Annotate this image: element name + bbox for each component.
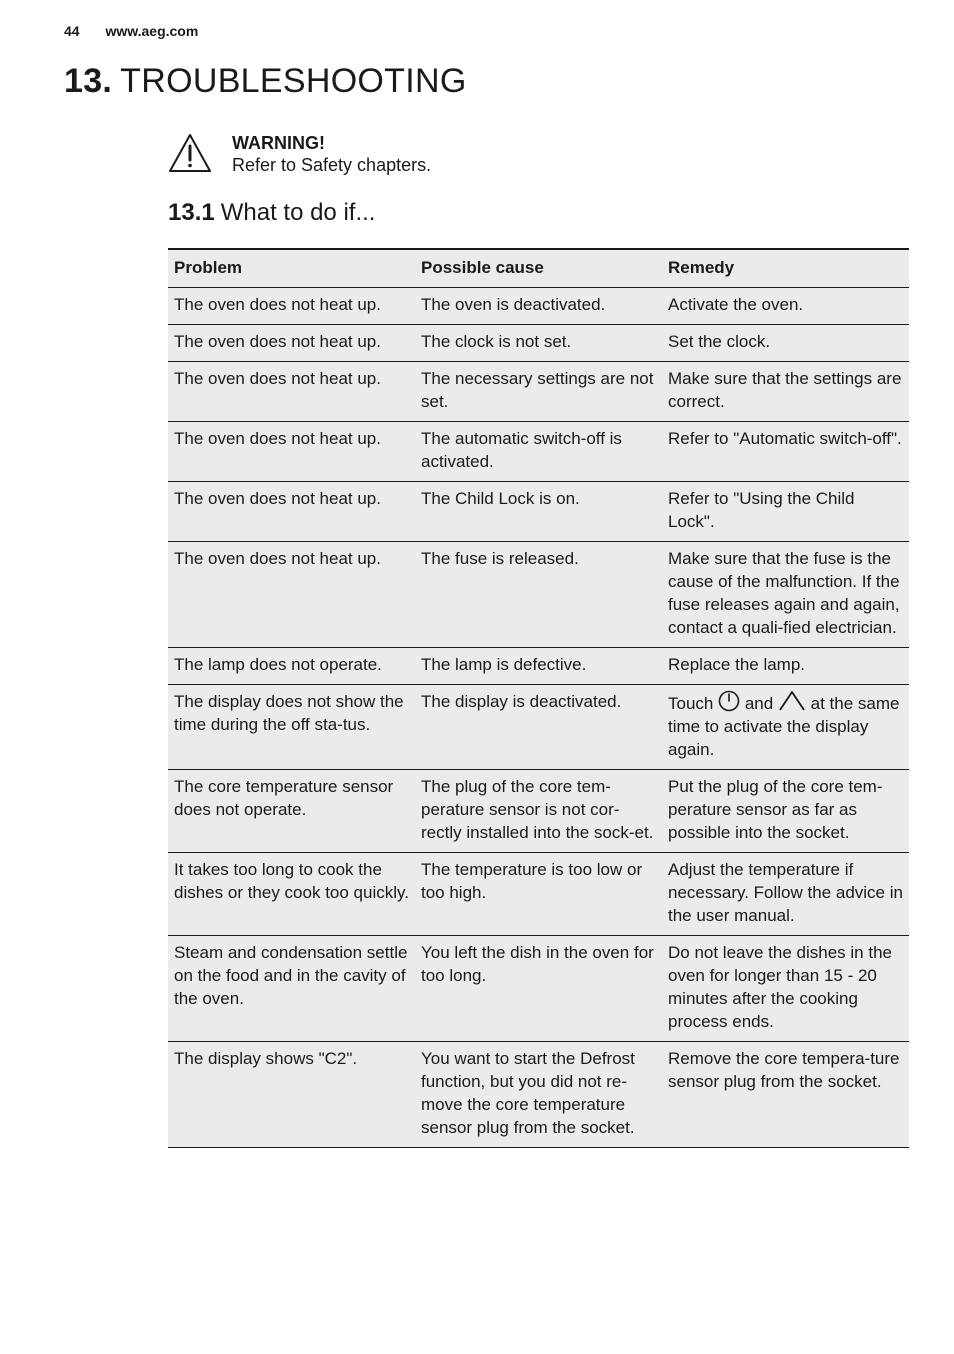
troubleshooting-table — [168, 248, 909, 1148]
cause-cell: The plug of the core tem-perature sensor is not cor-rectly installed into the sock-et. — [415, 770, 662, 853]
remedy-cell: Refer to "Using the Child Lock". — [662, 482, 909, 542]
table-row — [168, 685, 909, 770]
warning-title: WARNING! — [232, 133, 325, 153]
problem-cell: The oven does not heat up. — [168, 422, 415, 482]
cause-cell: The fuse is released. — [415, 542, 662, 648]
table-row — [168, 362, 909, 422]
problem-cell: The lamp does not operate. — [168, 648, 415, 685]
cause-cell: The temperature is too low or too high. — [415, 853, 662, 936]
page-number: 44 — [64, 23, 80, 39]
page-header — [64, 23, 198, 39]
remedy-cell: Adjust the temperature if necessary. Follow the advice in the user manual. — [662, 853, 909, 936]
section-number: 13.1 — [168, 199, 215, 226]
problem-cell: The display shows "C2". — [168, 1042, 415, 1148]
table-row — [168, 936, 909, 1042]
section-title — [168, 199, 375, 227]
problem-cell: It takes too long to cook the dishes or they cook too quickly. — [168, 853, 415, 936]
remedy-text-post: at the same time to activate the display again. — [668, 694, 900, 759]
up-chevron-icon — [778, 690, 806, 712]
problem-cell: The oven does not heat up. — [168, 482, 415, 542]
table-row — [168, 422, 909, 482]
remedy-cell: Make sure that the settings are correct. — [662, 362, 909, 422]
table-row — [168, 770, 909, 853]
table-row — [168, 853, 909, 936]
chapter-title — [64, 62, 467, 101]
cause-cell: The necessary settings are not set. — [415, 362, 662, 422]
table-row — [168, 482, 909, 542]
problem-cell: The core temperature sensor does not operate. — [168, 770, 415, 853]
problem-cell: The oven does not heat up. — [168, 542, 415, 648]
cause-cell: The display is deactivated. — [415, 685, 662, 770]
remedy-cell: Do not leave the dishes in the oven for longer than 15 - 20 minutes after the cooking process ends. — [662, 936, 909, 1042]
problem-cell: The oven does not heat up. — [168, 362, 415, 422]
table-row — [168, 542, 909, 648]
cause-cell: You want to start the Defrost function, but you did not re-move the core temperature sensor plug from the socket. — [415, 1042, 662, 1148]
problem-cell: The oven does not heat up. — [168, 288, 415, 325]
remedy-cell: Replace the lamp. — [662, 648, 909, 685]
cause-cell: The oven is deactivated. — [415, 288, 662, 325]
chapter-number: 13. — [64, 62, 113, 100]
clock-icon — [718, 690, 740, 712]
column-header-cause: Possible cause — [415, 249, 662, 288]
warning-text: Refer to Safety chapters. — [232, 155, 432, 175]
remedy-cell — [662, 685, 909, 770]
table-header-row — [168, 249, 909, 288]
column-header-problem: Problem — [168, 249, 415, 288]
remedy-text-pre: Touch — [668, 694, 719, 713]
remedy-cell: Make sure that the fuse is the cause of the malfunction. If the fuse releases again and again, contact a quali-fied electrician. — [662, 542, 909, 648]
problem-cell: The display does not show the time during the off sta-tus. — [168, 685, 415, 770]
table-row — [168, 325, 909, 362]
cause-cell: You left the dish in the oven for too long. — [415, 936, 662, 1042]
website-link[interactable]: www.aeg.com — [105, 23, 199, 39]
table-row — [168, 288, 909, 325]
remedy-cell: Put the plug of the core tem-perature sensor as far as possible into the socket. — [662, 770, 909, 853]
column-header-remedy: Remedy — [662, 249, 909, 288]
remedy-cell: Set the clock. — [662, 325, 909, 362]
cause-cell: The automatic switch-off is activated. — [415, 422, 662, 482]
remedy-cell: Activate the oven. — [662, 288, 909, 325]
section-title-text: What to do if... — [220, 199, 376, 226]
cause-cell: The clock is not set. — [415, 325, 662, 362]
problem-cell: Steam and condensation settle on the food and in the cavity of the oven. — [168, 936, 415, 1042]
table-row — [168, 648, 909, 685]
chapter-title-text: TROUBLESHOOTING — [120, 62, 467, 100]
remedy-cell: Refer to "Automatic switch-off". — [662, 422, 909, 482]
remedy-cell: Remove the core tempera-ture sensor plug from the socket. — [662, 1042, 909, 1148]
cause-cell: The lamp is defective. — [415, 648, 662, 685]
remedy-text-mid: and — [740, 694, 778, 713]
problem-cell: The oven does not heat up. — [168, 325, 415, 362]
table-row — [168, 1042, 909, 1148]
warning-triangle-icon — [168, 133, 212, 173]
cause-cell: The Child Lock is on. — [415, 482, 662, 542]
